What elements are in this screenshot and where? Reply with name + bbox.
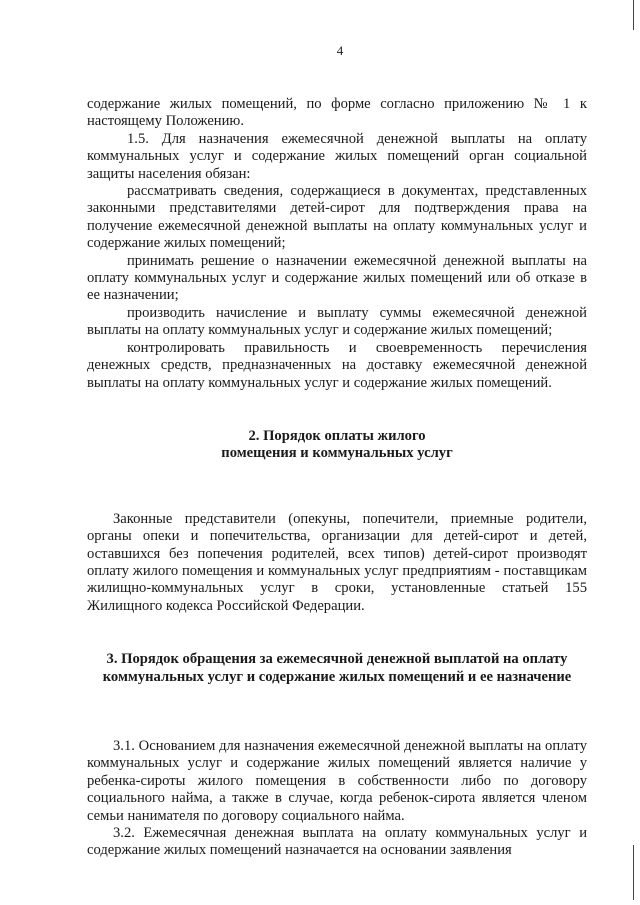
paragraph-3-1: 3.1. Основанием для назначения ежемесячной денежной выплаты на оплату коммунальных услуг и содержание жилых помещений является наличие у ребенка-сироты жилого помещения в собственности либо по договору социального найма, а также в случае, когда ребенок-сирота является членом семьи нанимателя по договору социального найма.: [87, 737, 587, 824]
duty-item-1: рассматривать сведения, содержащиеся в документах, представленных законными представителями детей-сирот для подтверждения права на получение ежемесячной денежной выплаты на оплату коммунальных услуг и содержание жилых помещений;: [87, 183, 587, 252]
section-2-paragraph: Законные представители (опекуны, попечители, приемные родители, органы опеки и попечительства, организации для детей-сирот и детей, оставшихся без попечения родителей, всех типов) детей-сирот производят оплату жилого помещения и коммунальных услуг предприятиям - поставщикам жилищно-коммунальных услуг в сроки, установленные статьей 155 Жилищного кодекса Российской Федерации.: [87, 510, 587, 614]
section-2-heading: [87, 428, 587, 463]
section-3-heading-line-1: 3. Порядок обращения за ежемесячной денежной выплатой на оплату: [106, 651, 568, 668]
section-2-heading-line-1: 2. Порядок оплаты жилого: [248, 427, 426, 444]
paragraph-continuation: содержание жилых помещений, по форме согласно приложению № 1 к настоящему Положению.: [87, 96, 587, 130]
section-3-heading: [87, 651, 587, 686]
section-3-heading-line-2: коммунальных услуг и содержание жилых помещений и ее назначение: [102, 668, 572, 685]
scan-edge-mark-top: [633, 0, 634, 30]
duty-item-4: контролировать правильность и своевременность перечисления денежных средств, предназначенных на доставку ежемесячной денежной выплаты на оплату коммунальных услуг и содержание жилых помещений.: [87, 339, 587, 391]
scan-edge-mark-bottom: [633, 845, 634, 900]
section-2-heading-line-2: помещения и коммунальных услуг: [221, 445, 453, 462]
page-content: [87, 96, 587, 860]
paragraph-1-5: 1.5. Для назначения ежемесячной денежной выплаты на оплату коммунальных услуг и содержание жилых помещений орган социальной защиты населения обязан:: [87, 130, 587, 182]
paragraph-3-2: 3.2. Ежемесячная денежная выплата на оплату коммунальных услуг и содержание жилых помещений назначается на основании заявления: [87, 825, 587, 859]
duty-item-2: принимать решение о назначении ежемесячной денежной выплаты на оплату коммунальных услуг и содержание жилых помещений или об отказе в ее назначении;: [87, 252, 587, 304]
page-number: 4: [336, 43, 344, 58]
duty-item-3: производить начисление и выплату суммы ежемесячной денежной выплаты на оплату коммунальных услуг и содержание жилых помещений;: [87, 304, 587, 339]
